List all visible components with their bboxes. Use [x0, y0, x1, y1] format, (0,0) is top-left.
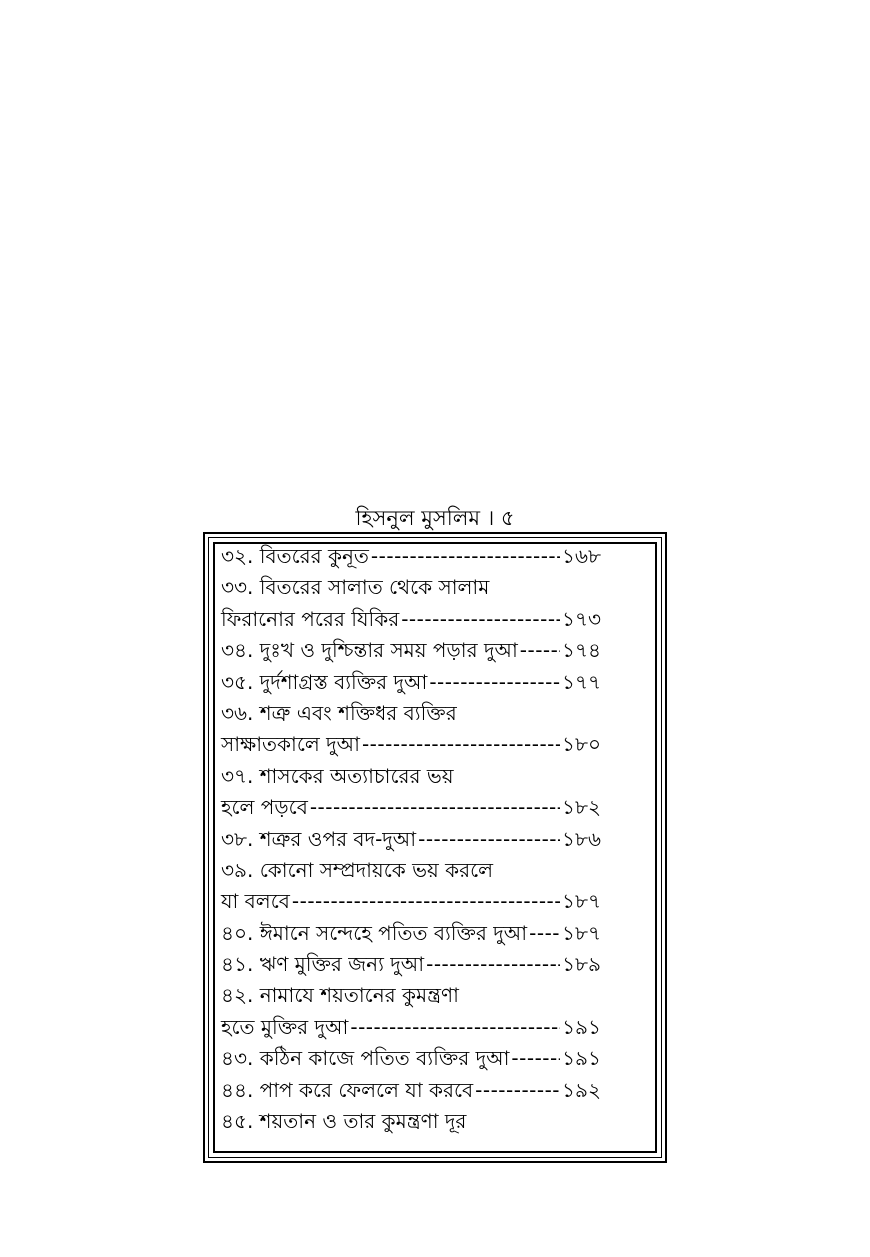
toc-entry-page: ১৬৮ [562, 544, 601, 568]
toc-entry-title: ৪৩. কঠিন কাজে পতিত ব্যক্তির দুআ [221, 1046, 510, 1071]
toc-entry-40 [221, 918, 601, 949]
toc-entry-44 [221, 1075, 601, 1106]
toc-entry-42-cont [221, 1012, 601, 1043]
toc-entry-title: ৩৩. বিতরের সালাত থেকে সালাম [221, 575, 490, 600]
toc-entry-37-cont [221, 792, 601, 823]
toc-entry-title: হতে মুক্তির দুআ [221, 1014, 349, 1039]
dot-leader [429, 667, 560, 698]
toc-entry-page: ১৭৭ [562, 669, 601, 694]
toc-entry-title: যা বলবে [221, 889, 290, 914]
dot-leader [350, 1012, 560, 1043]
toc-entry-page: ১৮৭ [562, 889, 601, 914]
toc-entry-34 [221, 635, 601, 666]
table-of-contents [221, 541, 601, 1137]
dot-leader [401, 604, 560, 635]
toc-entry-35 [221, 667, 601, 698]
toc-entry-title: ৩৯. কোনো সম্প্রদায়কে ভয় করলে [221, 857, 494, 882]
dot-leader [310, 792, 560, 823]
toc-entry-45 [221, 1106, 601, 1137]
toc-entry-title: ফিরানোর পরের যিকির [221, 606, 400, 631]
toc-entry-page: ১৮৬ [562, 826, 601, 851]
toc-entry-title: ৪০. ঈমানে সন্দেহে পতিত ব্যক্তির দুআ [221, 920, 528, 945]
toc-entry-title: ৩৮. শত্রুর ওপর বদ-দুআ [221, 826, 417, 851]
toc-entry-39-cont [221, 886, 601, 917]
toc-entry-page: ১৮৭ [562, 920, 601, 945]
toc-entry-title: ৩৫. দুর্দশাগ্রস্ত ব্যক্তির দুআ [221, 669, 428, 694]
toc-entry-title: ৩২. বিতরের কুনূত [221, 544, 369, 568]
dot-leader [418, 824, 560, 855]
dot-leader [475, 1075, 560, 1106]
toc-entry-title: ৪১. ঋণ মুক্তির জন্য দুআ [221, 952, 425, 977]
page-header-title: হিসনুল মুসলিম । ৫ [355, 506, 515, 530]
toc-entry-32 [221, 541, 601, 572]
dot-leader [426, 949, 560, 980]
toc-entry-37 [221, 761, 601, 792]
dot-leader [511, 1043, 560, 1074]
toc-entry-title: ৪৪. পাপ করে ফেললে যা করবে [221, 1077, 474, 1102]
toc-entry-39 [221, 855, 601, 886]
dot-leader [362, 729, 560, 760]
toc-entry-title: ৩৪. দুঃখ ও দুশ্চিন্তার সময় পড়ার দুআ [221, 638, 518, 663]
dot-leader [292, 886, 560, 917]
toc-entry-page: ১৮২ [562, 795, 601, 820]
toc-entry-page: ১৯২ [562, 1077, 601, 1102]
toc-entry-page: ১৭৪ [562, 638, 601, 663]
toc-entry-title: ৩৬. শত্রু এবং শক্তিধর ব্যক্তির [221, 700, 457, 725]
toc-entry-42 [221, 980, 601, 1011]
toc-entry-page: ১৭৩ [562, 606, 601, 631]
toc-entry-38 [221, 824, 601, 855]
toc-entry-33-cont [221, 604, 601, 635]
toc-entry-43 [221, 1043, 601, 1074]
toc-entry-36-cont [221, 729, 601, 760]
dot-leader [529, 918, 560, 949]
dot-leader [520, 635, 560, 666]
toc-entry-page: ১৮০ [562, 732, 601, 757]
toc-entry-41 [221, 949, 601, 980]
toc-entry-page: ১৯১ [562, 1046, 601, 1071]
toc-entry-page: ১৮৯ [562, 952, 601, 977]
toc-entry-title: ৪৫. শয়তান ও তার কুমন্ত্রণা দূর [221, 1109, 467, 1134]
toc-entry-title: হলে পড়বে [221, 795, 308, 820]
toc-entry-title: ৪২. নামাযে শয়তানের কুমন্ত্রণা [221, 983, 459, 1008]
toc-entry-page: ১৯১ [562, 1014, 601, 1039]
toc-entry-title: সাক্ষাতকালে দুআ [221, 732, 360, 757]
toc-entry-title: ৩৭. শাসকের অত্যাচারের ভয় [221, 763, 454, 788]
toc-entry-33 [221, 572, 601, 603]
dot-leader [371, 541, 560, 572]
toc-entry-36 [221, 698, 601, 729]
